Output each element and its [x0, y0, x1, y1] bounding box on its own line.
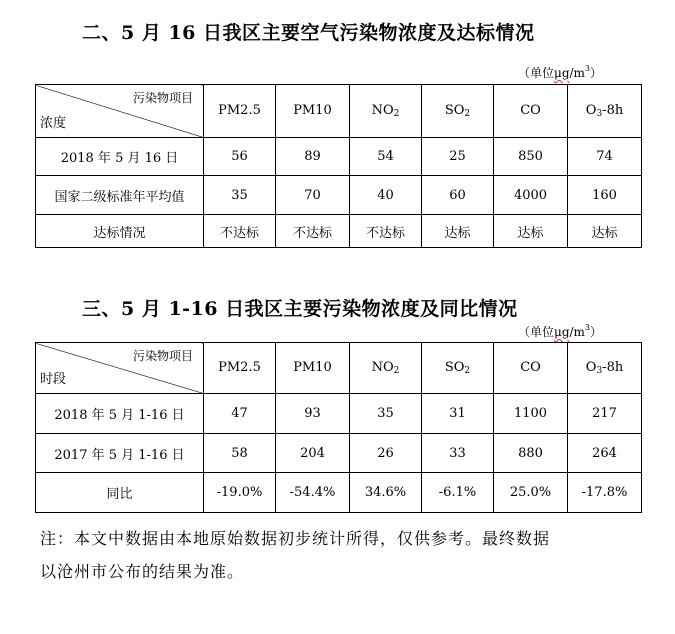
table-cell: 25.0% — [494, 473, 568, 513]
corner-header-pollutant: 污染物项目 — [132, 349, 193, 363]
table-cell: 204 — [276, 434, 350, 473]
corner-header-concentration: 浓度 — [40, 116, 67, 131]
table-cell: 达标 — [568, 215, 642, 248]
table-cell: 880 — [494, 434, 568, 473]
table-row — [36, 215, 642, 248]
table-cell: 达标 — [422, 215, 494, 248]
column-header: $O_3-8h$ — [568, 85, 642, 138]
table-cell: 33 — [422, 434, 494, 473]
table-row — [36, 394, 642, 434]
header-row — [36, 343, 642, 394]
section1-title: 二、5 月 16 日我区主要空气污染物浓度及达标情况 — [82, 22, 535, 44]
row-label: 同比 — [36, 473, 204, 513]
table-cell: 达标 — [494, 215, 568, 248]
section2-title: 三、5 月 1-16 日我区主要污染物浓度及同比情况 — [82, 298, 518, 320]
compliance-table — [35, 84, 642, 248]
table-row — [36, 434, 642, 473]
table-cell: -19.0% — [204, 473, 276, 513]
table-cell: 160 — [568, 176, 642, 215]
table-cell: 89 — [276, 138, 350, 176]
table-cell: 4000 — [494, 176, 568, 215]
table-cell: 74 — [568, 138, 642, 176]
column-header: PM10 — [276, 85, 350, 138]
footnote — [40, 522, 640, 588]
column-header: CO — [494, 343, 568, 394]
table-cell: 31 — [422, 394, 494, 434]
year-over-year-table — [35, 342, 642, 513]
column-header: $NO_2$ — [350, 343, 422, 394]
row-label: 国家二级标准年平均值 — [36, 176, 204, 215]
table-cell: 26 — [350, 434, 422, 473]
footnote-line: 以沧州市公布的结果为准。 — [40, 562, 245, 581]
corner-header-pollutant: 污染物项目 — [132, 91, 193, 105]
table-cell: 60 — [422, 176, 494, 215]
table-cell: 217 — [568, 394, 642, 434]
corner-header — [36, 343, 204, 394]
column-header: PM2.5 — [204, 85, 276, 138]
corner-header — [36, 85, 204, 138]
row-label: 2018 年 5 月 16 日 — [36, 138, 204, 176]
table-row — [36, 473, 642, 513]
section2-unit: （单位$\mu g/m^3$） — [518, 323, 603, 339]
section1-unit: （单位$\mu g/m^3$） — [518, 64, 603, 80]
corner-header-period: 时段 — [40, 372, 67, 387]
column-header: PM2.5 — [204, 343, 276, 394]
column-header: $SO_2$ — [422, 343, 494, 394]
table-cell: 93 — [276, 394, 350, 434]
row-label: 2018 年 5 月 1-16 日 — [36, 394, 204, 434]
table-cell: 47 — [204, 394, 276, 434]
table-cell: 35 — [204, 176, 276, 215]
table-cell: 56 — [204, 138, 276, 176]
table-cell: 不达标 — [276, 215, 350, 248]
row-label: 达标情况 — [36, 215, 204, 248]
column-header: CO — [494, 85, 568, 138]
table-cell: 70 — [276, 176, 350, 215]
table-row — [36, 176, 642, 215]
table-cell: 850 — [494, 138, 568, 176]
column-header: PM10 — [276, 343, 350, 394]
table-cell: 不达标 — [204, 215, 276, 248]
table-cell: 264 — [568, 434, 642, 473]
column-header: $SO_2$ — [422, 85, 494, 138]
column-header: $NO_2$ — [350, 85, 422, 138]
table-cell: 不达标 — [350, 215, 422, 248]
table-cell: 35 — [350, 394, 422, 434]
table-cell: 58 — [204, 434, 276, 473]
table-cell: -17.8% — [568, 473, 642, 513]
table-cell: 40 — [350, 176, 422, 215]
table-cell: 1100 — [494, 394, 568, 434]
table-cell: -6.1% — [422, 473, 494, 513]
row-label: 2017 年 5 月 1-16 日 — [36, 434, 204, 473]
footnote-line: 注：本文中数据由本地原始数据初步统计所得，仅供参考。最终数据 — [40, 529, 551, 548]
column-header: $O_3-8h$ — [568, 343, 642, 394]
table-cell: 54 — [350, 138, 422, 176]
table-cell: 34.6% — [350, 473, 422, 513]
table-row — [36, 138, 642, 176]
header-row — [36, 85, 642, 138]
table-cell: 25 — [422, 138, 494, 176]
table-cell: -54.4% — [276, 473, 350, 513]
